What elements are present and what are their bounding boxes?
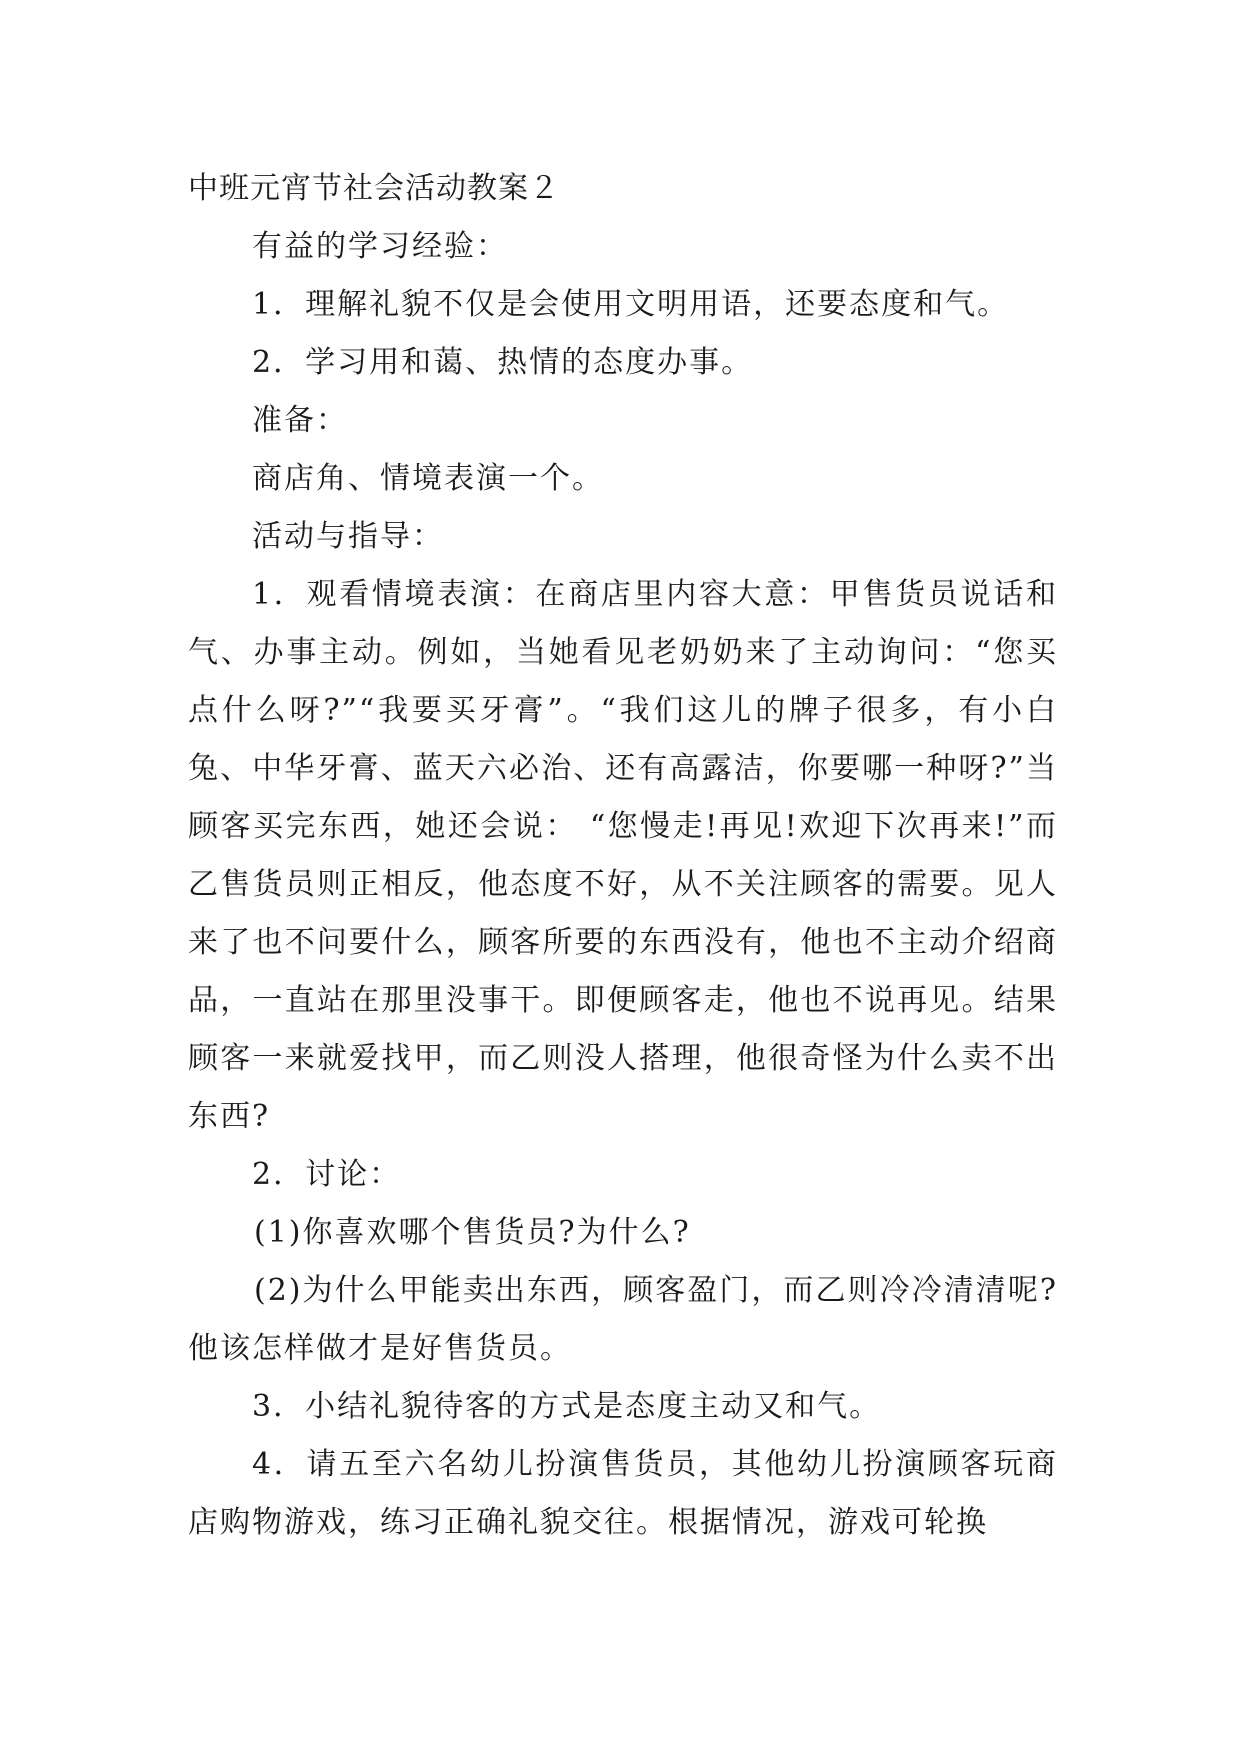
paragraph-objective-1: 1．理解礼貌不仅是会使用文明用语，还要态度和气。 — [252, 287, 1010, 322]
paragraph-activity-step-4: 4．请五至六名幼儿扮演售货员，其他幼儿扮演顾客玩商店购物游戏，练习正确礼貌交往。根据情况，游戏可轮换 — [188, 1447, 1058, 1540]
document-title: 中班元宵节社会活动教案２ — [188, 171, 560, 206]
paragraph-preparation-heading: 准备： — [252, 403, 348, 438]
paragraph-discussion-question-1: (1)你喜欢哪个售货员?为什么? — [254, 1215, 691, 1250]
paragraph-objective-2: 2．学习用和蔼、热情的态度办事。 — [252, 345, 754, 380]
paragraph-activity-step-2: 2．讨论： — [252, 1157, 402, 1192]
paragraph-activity-heading: 活动与指导： — [252, 519, 444, 554]
paragraph-discussion-question-2: (2)为什么甲能卖出东西，顾客盈门，而乙则冷冷清清呢?他该怎样做才是好售货员。 — [188, 1273, 1058, 1366]
paragraph-activity-step-1: 1．观看情境表演：在商店里内容大意：甲售货员说话和气、办事主动。例如，当她看见老奶奶来了主动询问：“您买点什么呀?”“我要买牙膏”。“我们这儿的牌子很多，有小白兔、中华牙膏、蓝天六必治、还有高露洁，你要哪一种呀?”当顾客买完东西，她还会说： “您慢走!再见!欢迎下次再来!”而乙售货员则正相反，他态度不好，从不关注顾客的需要。见人来了也不问要什么，顾客所要的东西没有，他也不主动介绍商品，一直站在那里没事干。即便顾客走，他也不说再见。结果顾客一来就爱找甲，而乙则没人搭理，他很奇怪为什么卖不出东西? — [188, 577, 1058, 1134]
paragraph-preparation-content: 商店角、情境表演一个。 — [252, 461, 604, 496]
paragraph-activity-step-3: 3．小结礼貌待客的方式是态度主动又和气。 — [252, 1389, 882, 1424]
document-page — [188, 160, 1058, 1552]
paragraph-learning-experience-heading: 有益的学习经验： — [252, 229, 508, 264]
